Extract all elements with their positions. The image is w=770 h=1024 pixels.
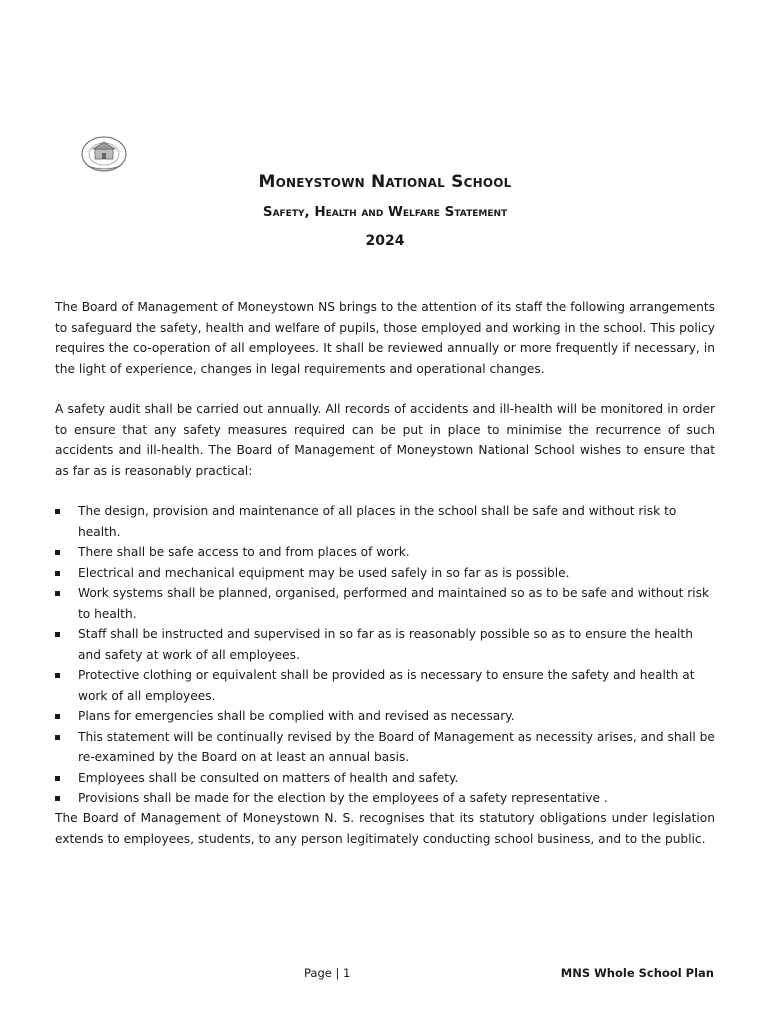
list-item: Provisions shall be made for the election by the employees of a safety representative . xyxy=(55,788,715,809)
bullet-icon xyxy=(55,673,60,678)
intro-paragraph: The Board of Management of Moneystown NS brings to the attention of its staff the following arrangements to safeguard the safety, health and welfare of pupils, those employed and working in the school. This policy requires the co-operation of all employees. It shall be reviewed annually or more frequently if necessary, in the light of experience, changes in legal requirements and operational changes. xyxy=(55,300,715,376)
list-item: Work systems shall be planned, organised, performed and maintained so as to be safe and without risk to health. xyxy=(55,583,715,624)
bullet-icon xyxy=(55,776,60,781)
bullet-icon xyxy=(55,509,60,514)
school-title: Moneystown National School xyxy=(258,172,512,192)
list-item: Staff shall be instructed and supervised in so far as is reasonably possible so as to ensure the health and safety at work of all employees. xyxy=(55,624,715,665)
bullet-icon xyxy=(55,796,60,801)
page-number: Page | 1 xyxy=(304,966,351,980)
audit-paragraph: A safety audit shall be carried out annually. All records of accidents and ill-health will be monitored in order to ensure that any safety measures required can be put in place to minimise the recurrence of such accidents and ill-health. The Board of Management of Moneystown National School wishes to ensure that as far as is reasonably practical: xyxy=(55,402,715,478)
list-item: Employees shall be consulted on matters of health and safety. xyxy=(55,768,715,789)
school-crest-icon xyxy=(80,134,128,174)
list-item: The design, provision and maintenance of all places in the school shall be safe and without risk to health. xyxy=(55,501,715,542)
list-item: This statement will be continually revised by the Board of Management as necessity arises, and shall be re-examined by the Board on at least an annual basis. xyxy=(55,727,715,768)
bullet-icon xyxy=(55,632,60,637)
list-item: Electrical and mechanical equipment may be used safely in so far as is possible. xyxy=(55,563,715,584)
bullet-icon xyxy=(55,571,60,576)
obligations-paragraph: The Board of Management of Moneystown N. S. recognises that its statutory obligations under legislation extends to employees, students, to any person legitimately conducting school business, and to the public. xyxy=(55,811,715,846)
bullet-icon xyxy=(55,735,60,740)
safety-arrangements-list xyxy=(55,501,715,809)
list-item: Plans for emergencies shall be complied with and revised as necessary. xyxy=(55,706,715,727)
bullet-icon xyxy=(55,591,60,596)
list-item: Protective clothing or equivalent shall be provided as is necessary to ensure the safety and health at work of all employees. xyxy=(55,665,715,706)
list-item: There shall be safe access to and from places of work. xyxy=(55,542,715,563)
bullet-icon xyxy=(55,550,60,555)
statement-year: 2024 xyxy=(365,233,405,249)
statement-title: Safety, Health and Welfare Statement xyxy=(262,204,508,220)
plan-title: MNS Whole School Plan xyxy=(560,966,714,980)
bullet-icon xyxy=(55,714,60,719)
